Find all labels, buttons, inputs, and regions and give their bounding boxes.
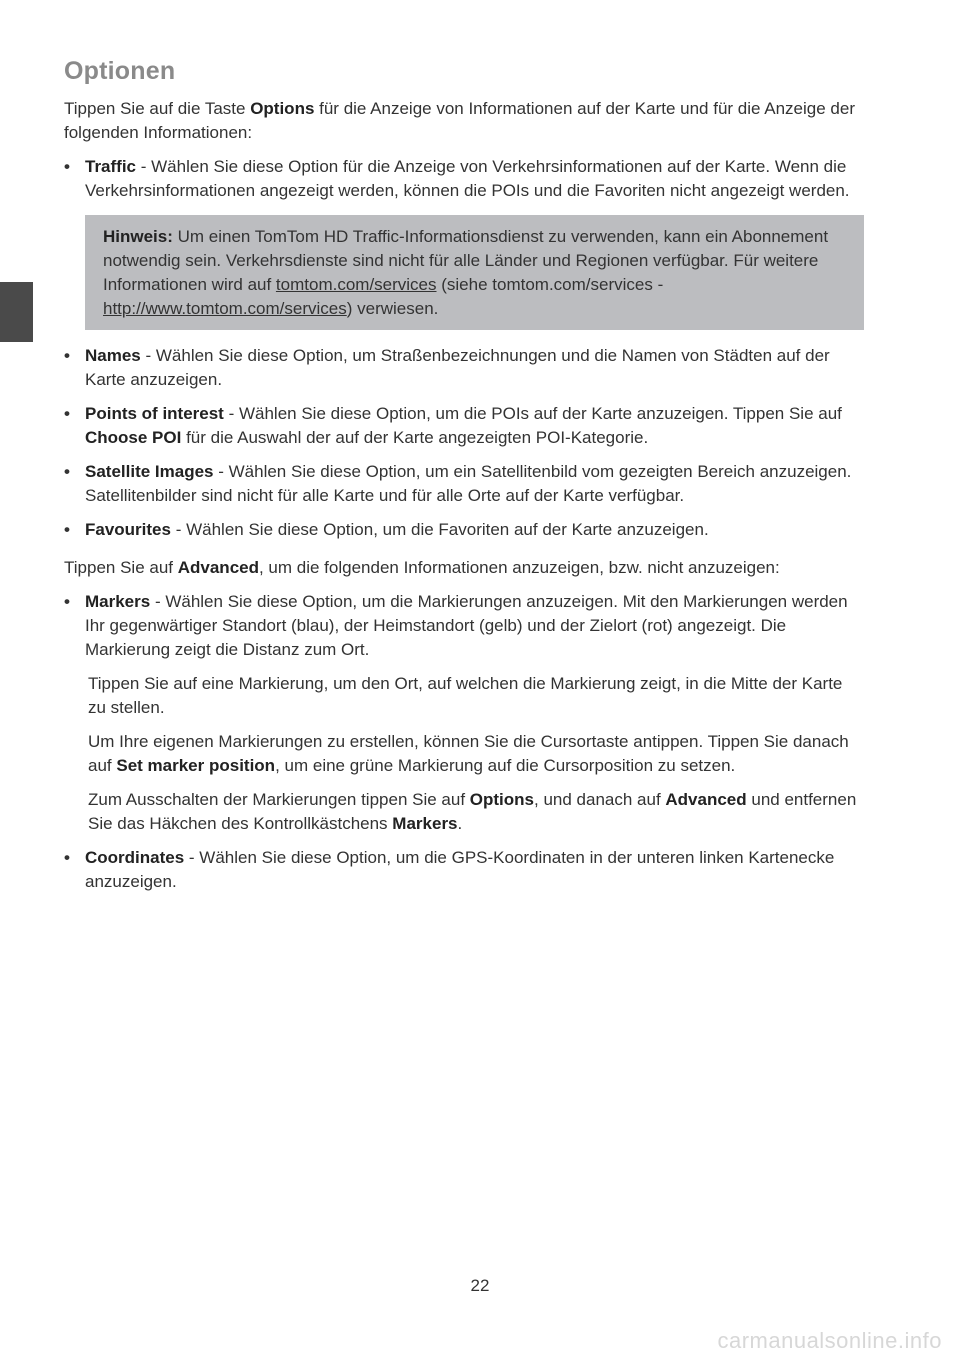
page-number: 22 bbox=[470, 1276, 490, 1295]
list-item-markers: • Markers - Wählen Sie diese Option, um die Markierungen anzuzeigen. Mit den Markierungen werden Ihr gegenwärtiger Standort (blau), der Heimstandort (gelb) und der Zielort (rot) angezeigt. Die Markierung zeigt die Distanz zum Ort. bbox=[64, 590, 864, 662]
watermark: carmanualsonline.info bbox=[717, 1328, 942, 1353]
advanced-intro: Tippen Sie auf Advanced, um die folgenden Informationen anzuzeigen, bzw. nicht anzuzeigen: bbox=[64, 558, 780, 577]
services-url-link[interactable]: http://www.tomtom.com/services bbox=[103, 299, 347, 318]
markers-paragraph-2: Um Ihre eigenen Markierungen zu erstellen, können Sie die Cursortaste antippen. Tippen Sie danach auf Set marker position, um eine grüne Markierung auf die Cursorposition zu setzen. bbox=[88, 732, 849, 775]
list-item-poi: • Points of interest - Wählen Sie diese Option, um die POIs auf der Karte anzuzeigen. Tippen Sie auf Choose POI für die Auswahl der auf der Karte angezeigten POI-Kategorie. bbox=[64, 402, 864, 450]
page-content bbox=[64, 54, 864, 904]
list-item-coordinates: • Coordinates - Wählen Sie diese Option, um die GPS-Koordinaten in der unteren linken Kartenecke anzuzeigen. bbox=[64, 846, 864, 894]
list-item-satellite: • Satellite Images - Wählen Sie diese Option, um ein Satellitenbild vom gezeigten Bereich anzuzeigen. Satellitenbilder sind nicht für alle Karte und für alle Orte auf der Karte verfügbar. bbox=[64, 460, 864, 508]
services-link[interactable]: tomtom.com/services bbox=[275, 275, 437, 294]
list-item-traffic: • Traffic - Wählen Sie diese Option für die Anzeige von Verkehrsinformationen auf der Karte. Wenn die Verkehrsinformationen angezeigt werden, können die POIs und die Favoriten nicht angezeigt werden. bbox=[64, 155, 864, 203]
note-box: Hinweis: Um einen TomTom HD Traffic-Informationsdienst zu verwenden, kann ein Abonnement notwendig sein. Verkehrsdienste sind nicht für alle Länder und Regionen verfügbar. Für weitere Informationen wird auf tomtom.com/services (siehe tomtom.com/services - http://www.tomtom.com/services) verwiesen. bbox=[85, 215, 864, 330]
chapter-tab bbox=[0, 282, 33, 342]
intro-paragraph: Tippen Sie auf die Taste Options für die Anzeige von Informationen auf der Karte und für die Anzeige der folgenden Informationen: bbox=[64, 99, 855, 142]
page-title: Optionen bbox=[64, 57, 176, 85]
list-item-names: • Names - Wählen Sie diese Option, um Straßenbezeichnungen und die Namen von Städten auf der Karte anzuzeigen. bbox=[64, 344, 864, 392]
markers-paragraph-3: Zum Ausschalten der Markierungen tippen Sie auf Options, und danach auf Advanced und entfernen Sie das Häkchen des Kontrollkästchens Markers. bbox=[88, 790, 857, 833]
markers-paragraph-1: Tippen Sie auf eine Markierung, um den Ort, auf welchen die Markierung zeigt, in die Mitte der Karte zu stellen. bbox=[88, 674, 843, 717]
list-item-favourites: • Favourites - Wählen Sie diese Option, um die Favoriten auf der Karte anzuzeigen. bbox=[64, 518, 864, 542]
